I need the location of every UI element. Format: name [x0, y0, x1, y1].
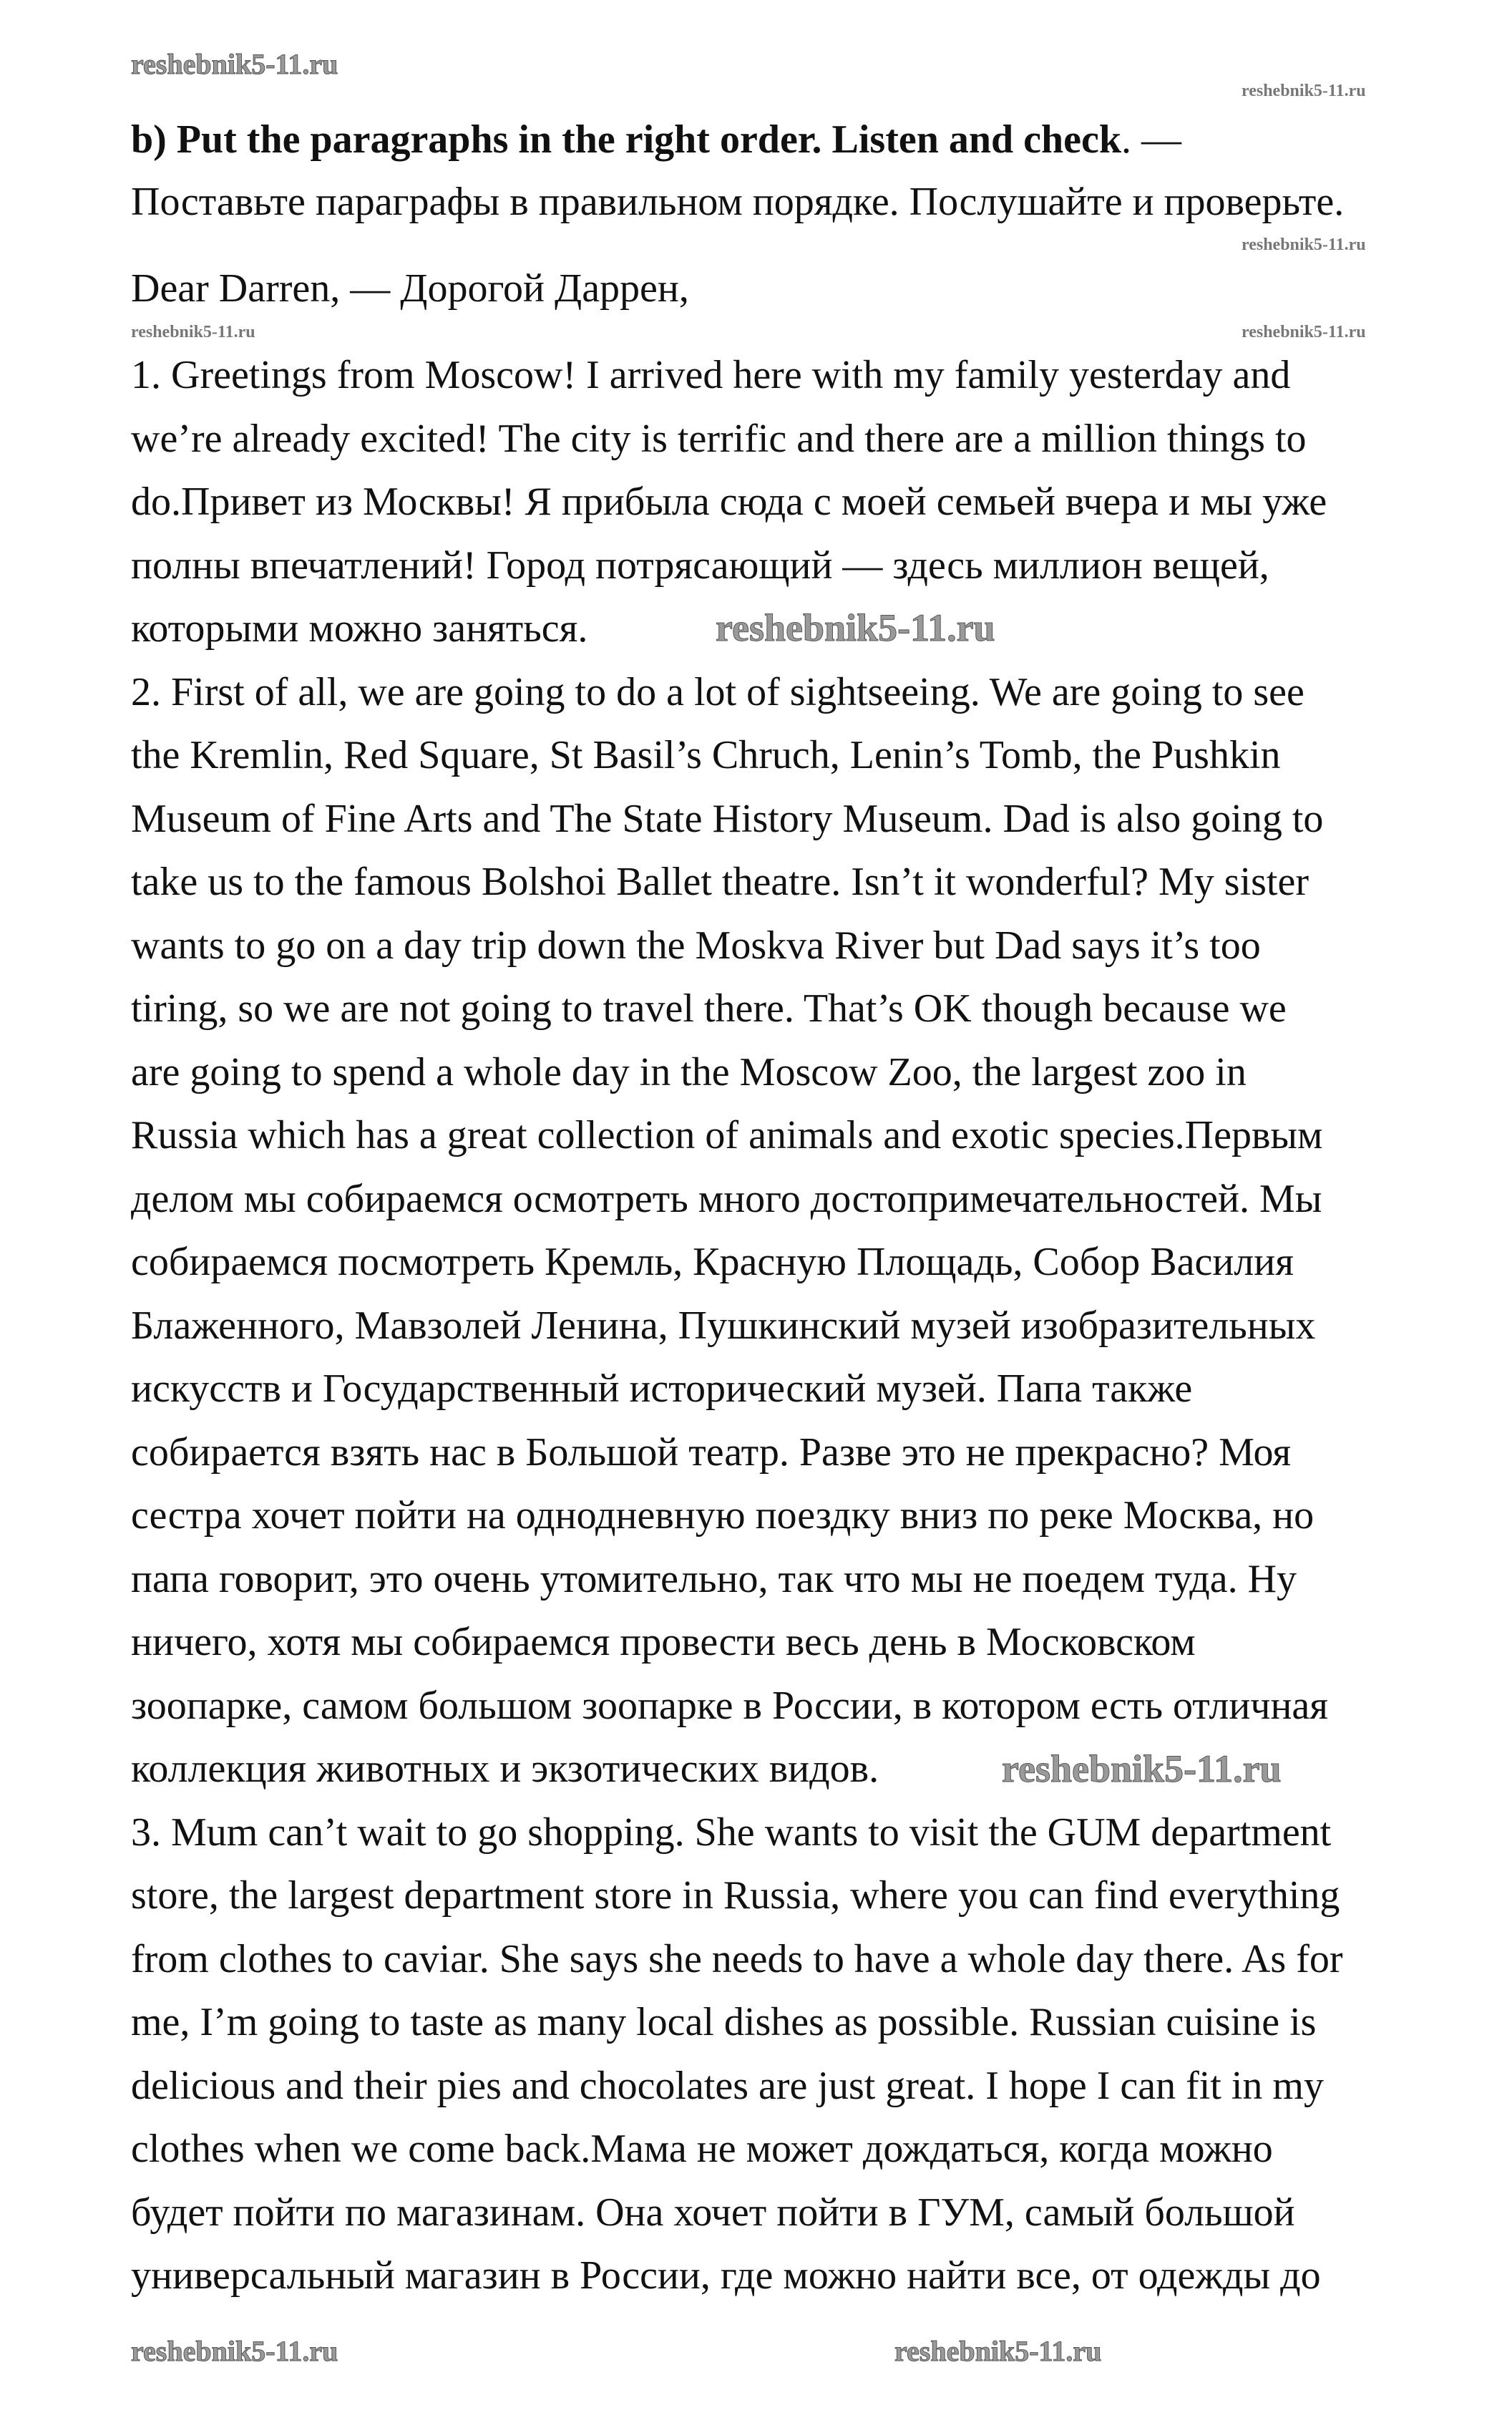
watermark: reshebnik5-11.ru	[716, 606, 995, 649]
watermark: reshebnik5-11.ru	[131, 48, 338, 80]
text-line: the Kremlin, Red Square, St Basil’s Chruch, Lenin’s Tomb, the Pushkin	[131, 733, 1281, 777]
heading-dash: . —	[1121, 117, 1182, 162]
text-line: 1. Greetings from Moscow! I arrived here with my family yesterday and	[131, 353, 1291, 397]
watermark: reshebnik5-11.ru	[894, 2335, 1102, 2367]
text-line: делом мы собираемся осмотреть много достопримечательностей. Мы	[131, 1176, 1322, 1221]
text-line: wants to go on a day trip down the Moskva River but Dad says it’s too	[131, 923, 1261, 968]
text-line: do.Привет из Москвы! Я прибыла сюда с моей семьей вчера и мы уже	[131, 480, 1327, 524]
text-line: delicious and their pies and chocolates are just great. I hope I can fit in my	[131, 2063, 1324, 2108]
text-line: me, I’m going to taste as many local dishes as possible. Russian cuisine is	[131, 2000, 1317, 2044]
watermark: reshebnik5-11.ru	[131, 2335, 338, 2367]
heading-russian: Поставьте параграфы в правильном порядке. Послушайте и проверьте.	[131, 180, 1345, 224]
watermark: reshebnik5-11.ru	[1242, 323, 1366, 341]
text-line: универсальный магазин в России, где можно найти все, от одежды до	[131, 2253, 1321, 2298]
heading-line	[131, 108, 1181, 171]
text-line: Russia which has a great collection of animals and exotic species.Первым	[131, 1113, 1323, 1157]
text-line: полны впечатлений! Город потрясающий — здесь миллион вещей,	[131, 543, 1269, 588]
text-line: 2. First of all, we are going to do a lot of sightseeing. We are going to see	[131, 669, 1304, 714]
text-line: искусств и Государственный исторический музей. Папа также	[131, 1366, 1193, 1411]
letter-body	[0, 344, 1343, 2308]
text-line: папа говорит, это очень утомительно, так что мы не поедем туда. Ну	[131, 1556, 1297, 1601]
text-line: from clothes to caviar. She says she needs to have a whole day there. As for	[131, 1936, 1343, 1981]
text-line: store, the largest department store in Russia, where you can find everything	[131, 1873, 1340, 1918]
text-line: Museum of Fine Arts and The State History Museum. Dad is also going to	[131, 796, 1324, 841]
text-line: are going to spend a whole day in the Moscow Zoo, the largest zoo in	[131, 1049, 1247, 1094]
watermark: reshebnik5-11.ru	[1242, 235, 1366, 254]
text-line: собирается взять нас в Большой театр. Разве это не прекрасно? Моя	[131, 1429, 1292, 1475]
text-line: clothes when we come back.Мама не может дождаться, когда можно	[131, 2127, 1273, 2171]
watermark: reshebnik5-11.ru	[131, 323, 255, 341]
text-line: зоопарке, самом большом зоопарке в России, в котором есть отличная	[131, 1683, 1329, 1728]
text-line: ничего, хотя мы собираемся провести весь день в Московском	[131, 1620, 1196, 1664]
watermark: reshebnik5-11.ru	[1242, 82, 1366, 100]
text-line: we’re already excited! The city is terrific and there are a million things to	[131, 416, 1307, 461]
watermark: reshebnik5-11.ru	[1002, 1747, 1282, 1790]
greeting: Dear Darren, — Дорогой Даррен,	[131, 266, 689, 311]
text-line: коллекция животных и экзотических видов.	[131, 1747, 879, 1791]
text-line: 3. Mum can’t wait to go shopping. She wants to visit the GUM department	[131, 1810, 1332, 1855]
text-line: Блаженного, Мавзолей Ленина, Пушкинский музей изобразительных	[131, 1303, 1316, 1348]
text-line: сестра хочет пойти на однодневную поездку вниз по реке Москва, но	[131, 1493, 1315, 1538]
heading-english: b) Put the paragraphs in the right order. Listen and check	[131, 117, 1122, 162]
text-line: собираемся посмотреть Кремль, Красную Площадь, Собор Василия	[131, 1240, 1294, 1284]
text-line: take us to the famous Bolshoi Ballet theatre. Isn’t it wonderful? My sister	[131, 860, 1309, 904]
text-line: будет пойти по магазинам. Она хочет пойти в ГУМ, самый большой	[131, 2190, 1295, 2235]
text-line: которыми можно заняться.	[131, 606, 588, 651]
text-line: tiring, so we are not going to travel there. That’s OK though because we	[131, 986, 1287, 1031]
